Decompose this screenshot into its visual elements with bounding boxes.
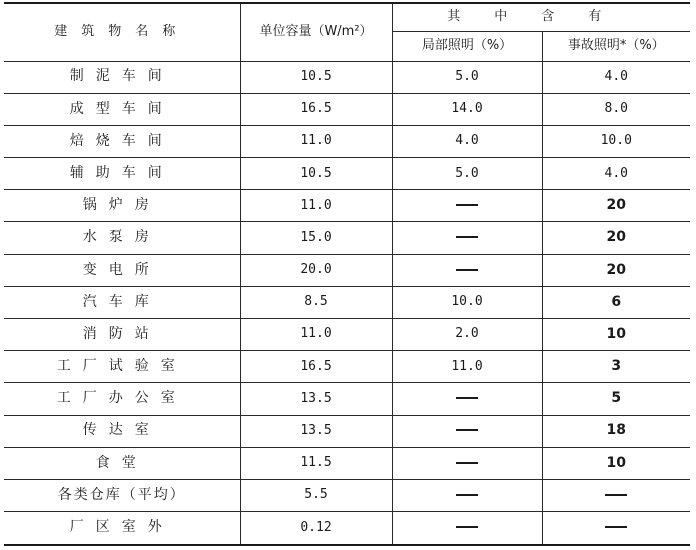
building-name-cell: 焙烧车间 bbox=[4, 125, 240, 157]
emergency-lighting-cell: 4.0 bbox=[542, 61, 690, 93]
dash-mark bbox=[456, 462, 478, 464]
building-name-cell: 工厂办公室 bbox=[4, 383, 240, 415]
local-lighting-cell bbox=[392, 447, 542, 479]
dash-mark bbox=[605, 494, 627, 496]
building-name-cell: 锅炉房 bbox=[4, 190, 240, 222]
unit-capacity-cell: 20.0 bbox=[240, 254, 392, 286]
unit-capacity-cell: 5.5 bbox=[240, 479, 392, 511]
emergency-lighting-cell: 10.0 bbox=[542, 125, 690, 157]
emergency-lighting-cell bbox=[542, 479, 690, 511]
local-lighting-cell: 14.0 bbox=[392, 93, 542, 125]
emergency-lighting-cell: 3 bbox=[542, 351, 690, 383]
emergency-lighting-cell: 20 bbox=[542, 222, 690, 254]
emergency-lighting-cell: 10 bbox=[542, 447, 690, 479]
local-lighting-cell bbox=[392, 479, 542, 511]
local-lighting-cell: 4.0 bbox=[392, 125, 542, 157]
table-row bbox=[4, 512, 690, 545]
table-body bbox=[4, 61, 690, 545]
emergency-lighting-cell: 20 bbox=[542, 190, 690, 222]
table-row bbox=[4, 61, 690, 93]
table-row bbox=[4, 415, 690, 447]
table-row bbox=[4, 190, 690, 222]
unit-capacity-cell: 13.5 bbox=[240, 383, 392, 415]
dash-mark bbox=[456, 236, 478, 238]
unit-capacity-cell: 16.5 bbox=[240, 351, 392, 383]
emergency-lighting-cell: 5 bbox=[542, 383, 690, 415]
unit-capacity-cell: 10.5 bbox=[240, 158, 392, 190]
table-row bbox=[4, 222, 690, 254]
emergency-lighting-cell: 4.0 bbox=[542, 158, 690, 190]
dash-mark bbox=[456, 494, 478, 496]
table-row bbox=[4, 254, 690, 286]
local-lighting-cell bbox=[392, 415, 542, 447]
emergency-lighting-cell: 18 bbox=[542, 415, 690, 447]
header-building-name: 建筑物名称 bbox=[4, 3, 240, 61]
building-name-cell: 厂区室外 bbox=[4, 512, 240, 545]
emergency-lighting-cell bbox=[542, 512, 690, 545]
building-name-cell: 辅助车间 bbox=[4, 158, 240, 190]
building-name-cell: 制泥车间 bbox=[4, 61, 240, 93]
table-row bbox=[4, 125, 690, 157]
dash-mark bbox=[605, 526, 627, 528]
table-row bbox=[4, 158, 690, 190]
local-lighting-cell bbox=[392, 222, 542, 254]
unit-capacity-cell: 16.5 bbox=[240, 93, 392, 125]
building-name-cell: 水泵房 bbox=[4, 222, 240, 254]
unit-capacity-cell: 11.0 bbox=[240, 190, 392, 222]
table-row bbox=[4, 93, 690, 125]
unit-capacity-cell: 10.5 bbox=[240, 61, 392, 93]
local-lighting-cell: 11.0 bbox=[392, 351, 542, 383]
unit-capacity-cell: 15.0 bbox=[240, 222, 392, 254]
dash-mark bbox=[456, 269, 478, 271]
table-row bbox=[4, 286, 690, 318]
table-row bbox=[4, 319, 690, 351]
header-emergency-lighting: 事故照明*（%） bbox=[542, 31, 690, 61]
emergency-lighting-cell: 10 bbox=[542, 319, 690, 351]
building-name-cell: 各类仓库（平均） bbox=[4, 479, 240, 511]
emergency-lighting-cell: 6 bbox=[542, 286, 690, 318]
unit-capacity-cell: 0.12 bbox=[240, 512, 392, 545]
local-lighting-cell: 2.0 bbox=[392, 319, 542, 351]
local-lighting-cell: 5.0 bbox=[392, 158, 542, 190]
building-name-cell: 传达室 bbox=[4, 415, 240, 447]
unit-capacity-cell: 13.5 bbox=[240, 415, 392, 447]
table-row bbox=[4, 383, 690, 415]
building-name-cell: 食堂 bbox=[4, 447, 240, 479]
table-row bbox=[4, 479, 690, 511]
local-lighting-cell: 5.0 bbox=[392, 61, 542, 93]
dash-mark bbox=[456, 204, 478, 206]
unit-capacity-cell: 11.0 bbox=[240, 125, 392, 157]
header-unit-capacity: 单位容量（W/m²） bbox=[240, 3, 392, 61]
emergency-lighting-cell: 20 bbox=[542, 254, 690, 286]
local-lighting-cell bbox=[392, 512, 542, 545]
dash-mark bbox=[456, 429, 478, 431]
table-row bbox=[4, 351, 690, 383]
local-lighting-cell: 10.0 bbox=[392, 286, 542, 318]
unit-capacity-cell: 11.5 bbox=[240, 447, 392, 479]
local-lighting-cell bbox=[392, 383, 542, 415]
unit-capacity-cell: 8.5 bbox=[240, 286, 392, 318]
building-name-cell: 工厂试验室 bbox=[4, 351, 240, 383]
building-name-cell: 成型车间 bbox=[4, 93, 240, 125]
dash-mark bbox=[456, 526, 478, 528]
unit-capacity-cell: 11.0 bbox=[240, 319, 392, 351]
emergency-lighting-cell: 8.0 bbox=[542, 93, 690, 125]
local-lighting-cell bbox=[392, 254, 542, 286]
local-lighting-cell bbox=[392, 190, 542, 222]
building-name-cell: 消防站 bbox=[4, 319, 240, 351]
lighting-capacity-table bbox=[4, 2, 690, 546]
dash-mark bbox=[456, 397, 478, 399]
building-name-cell: 汽车库 bbox=[4, 286, 240, 318]
header-group: 其中含有 bbox=[392, 3, 690, 31]
header-local-lighting: 局部照明（%） bbox=[392, 31, 542, 61]
building-name-cell: 变电所 bbox=[4, 254, 240, 286]
table-row bbox=[4, 447, 690, 479]
